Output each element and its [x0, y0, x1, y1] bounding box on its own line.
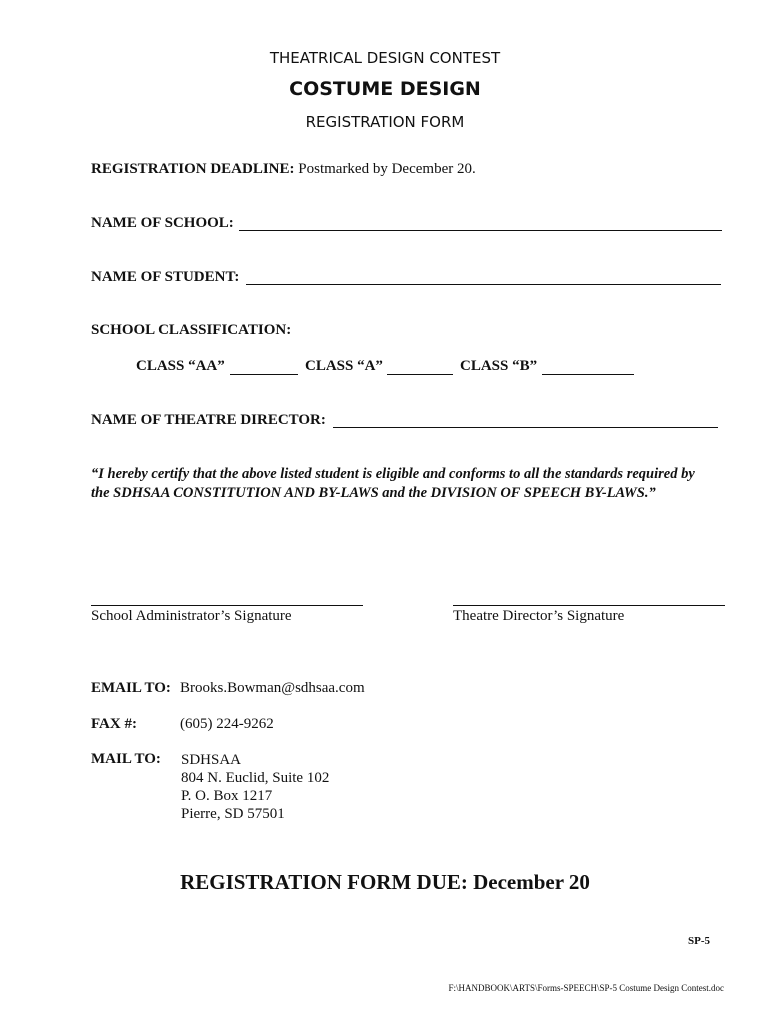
mail-address-line: 804 N. Euclid, Suite 102 — [181, 770, 330, 786]
email-label: EMAIL TO: — [91, 680, 171, 696]
mail-address — [181, 751, 329, 823]
director-name-label: NAME OF THEATRE DIRECTOR: — [91, 412, 326, 428]
student-name-field[interactable] — [246, 284, 721, 285]
registration-deadline — [91, 161, 476, 178]
class-a-label: CLASS “A” — [305, 358, 383, 374]
class-a-field[interactable] — [387, 374, 453, 375]
school-name-field[interactable] — [239, 230, 722, 231]
mail-address-line: Pierre, SD 57501 — [181, 806, 285, 822]
class-aa-label: CLASS “AA” — [136, 358, 225, 374]
director-signature-label: Theatre Director’s Signature — [453, 608, 625, 624]
email-address: Brooks.Bowman@sdhsaa.com — [180, 680, 365, 696]
mail-address-line: SDHSAA — [181, 752, 242, 768]
director-name-field[interactable] — [333, 427, 718, 428]
class-b-field[interactable] — [542, 374, 634, 375]
student-name-label: NAME OF STUDENT: — [91, 269, 240, 285]
fax-number: (605) 224-9262 — [180, 716, 274, 732]
form-subtitle: REGISTRATION FORM — [305, 113, 465, 131]
contest-title: THEATRICAL DESIGN CONTEST — [269, 49, 501, 67]
page-code: SP-5 — [688, 935, 710, 947]
deadline-label: REGISTRATION DEADLINE: — [91, 161, 295, 177]
certification-line-1: “I hereby certify that the above listed student is eligible and conforms to all the standards required by — [91, 466, 695, 482]
mail-address-line: P. O. Box 1217 — [181, 788, 273, 804]
certification-line-2: the SDHSAA CONSTITUTION AND BY-LAWS and the DIVISION OF SPEECH BY-LAWS.” — [91, 485, 656, 501]
fax-label: FAX #: — [91, 716, 137, 732]
admin-signature-line[interactable] — [91, 605, 363, 606]
class-b-label: CLASS “B” — [460, 358, 538, 374]
mail-label: MAIL TO: — [91, 751, 161, 767]
form-due-heading: REGISTRATION FORM DUE: December 20 — [180, 870, 590, 894]
classification-label: SCHOOL CLASSIFICATION: — [91, 322, 292, 338]
page-title: COSTUME DESIGN — [289, 78, 481, 100]
file-path: F:\HANDBOOK\ARTS\Forms-SPEECH\SP-5 Costume Design Contest.doc — [448, 983, 724, 993]
director-signature-line[interactable] — [453, 605, 725, 606]
admin-signature-label: School Administrator’s Signature — [91, 608, 292, 624]
school-name-label: NAME OF SCHOOL: — [91, 215, 234, 231]
deadline-text: Postmarked by December 20. — [298, 161, 476, 177]
class-aa-field[interactable] — [230, 374, 298, 375]
